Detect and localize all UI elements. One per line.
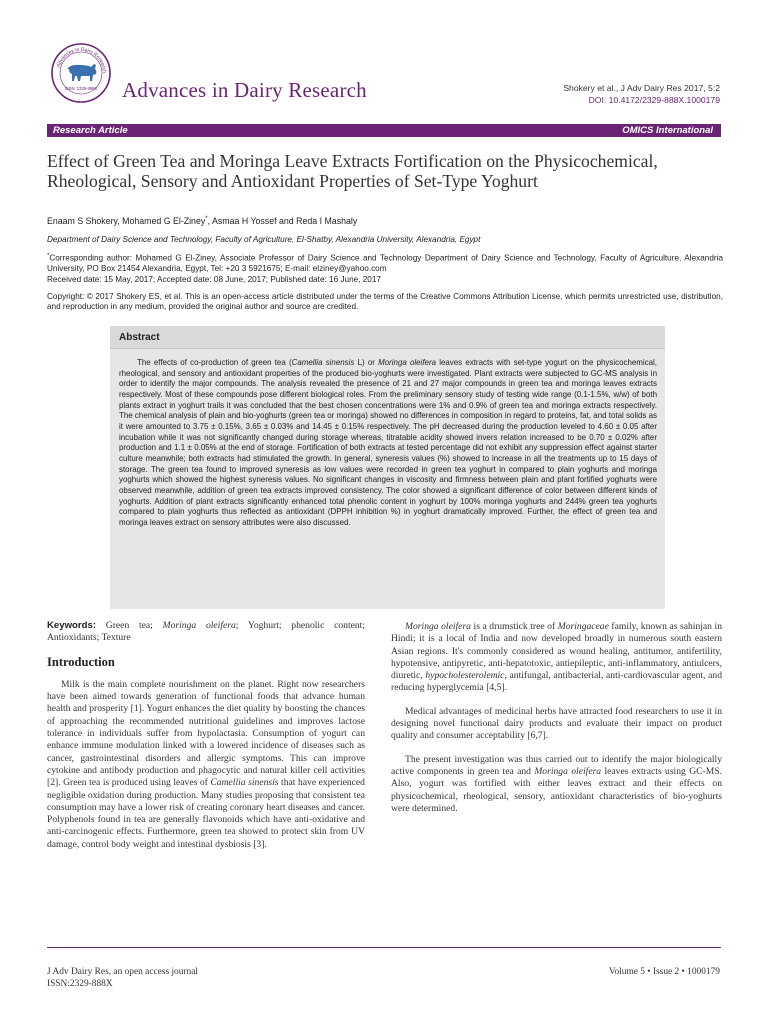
- left-column: [47, 620, 365, 862]
- investigation-italic: Moringa oleifera: [534, 765, 602, 777]
- footer-journal-info: [47, 967, 198, 990]
- abstract-italic-term: Camellia sinensis: [291, 358, 355, 367]
- intro-text: Milk is the main complete nourishment on the planet. Right now researchers have been aimed towards generation of functional foods that advance human health and prosperity [1]. Yogurt enhances the diet quality by boosting the chances of approaching the recommended nutritional guidelines and improves lactose tolerance in individuals suffer from hypolactasia. Consumption of yogurt can enhance immune modulation linked with a lowered incidence of diseases such as cancer, gastrointestinal disorders and allergic symptoms. This can improve cytokine and antibody production and phagocytic and natural killer cell activities [2]. Green tea is produced using leaves of: [47, 678, 365, 789]
- journal-title: Advances in Dairy Research: [122, 78, 367, 102]
- affiliation: Department of Dairy Science and Technology, Faculty of Agriculture, El-Shatby, Alexandria University, Alexandria, Egypt: [47, 235, 481, 244]
- corresponding-mark: *: [205, 216, 208, 223]
- abstract-part: The effects of co-production of green tea (: [137, 358, 292, 367]
- doi-link[interactable]: DOI: 10.4172/2329-888X.1000179: [588, 94, 720, 105]
- moringa-italic: Moringa oleifera: [405, 621, 471, 632]
- keywords: [47, 620, 365, 645]
- moringa-text: is a drumstick tree of: [470, 621, 558, 632]
- copyright-notice: Copyright: © 2017 Shokery ES, et al. This is an open-access article distributed under the terms of the Creative Commons Attribution License, which permits unrestricted use, distribution, and reproduction in any medium, provided the original author and source are credited.: [47, 292, 723, 312]
- herbs-paragraph: Medical advantages of medicinal herbs have attracted food researchers to use it in designing novel functional dairy products and evaluate their impact on product quality and consumer acceptability [6,7].: [391, 705, 722, 742]
- author-list: [47, 216, 357, 226]
- abstract-text: [119, 358, 657, 529]
- keywords-italic: Moringa oleifera: [162, 620, 236, 631]
- footer-volume: Volume 5 • Issue 2 • 1000179: [608, 967, 720, 977]
- intro-text: that have experienced negligible oxidation during production. Many studies proposing that consistent tea consumption may have a lower risk of creating coronary heart diseases and cancer. Polyphenols found in tea are generally flavonoids which have anti-oxidative and anti-carcinogenic effects. Furthermore, green tea showed to protect skin from UV damage, control body weight and intestinal dysbiosis [3].: [47, 777, 365, 850]
- investigation-text: leaves extracts using GC-MS. Also, yogurt was fortified with either leaves extract and their effects on physicochemical, rheological, sensory, antioxidant characteristics of bio-yoghurts were determined.: [391, 765, 722, 814]
- abstract-italic-term: Moringa oleifera: [378, 358, 436, 367]
- keywords-label: Keywords:: [47, 620, 97, 631]
- article-type-bar: [47, 124, 721, 137]
- intro-italic: Camellia sinensis: [210, 777, 279, 789]
- publisher-label: OMICS International: [622, 125, 713, 136]
- moringa-text: , antifungal, antibacterial, anti-cardiovascular agent, and reducing hyperglycemia [4,5].: [391, 670, 722, 694]
- moringa-italic: hypocholesterolemic: [425, 670, 505, 682]
- footer-divider: [47, 947, 721, 948]
- abstract-part: L) or: [354, 358, 379, 367]
- investigation-paragraph: [391, 754, 722, 815]
- footer-issn: ISSN:2329-888X: [47, 978, 113, 989]
- abstract-box: [110, 326, 665, 609]
- paper-title: Effect of Green Tea and Moringa Leave Extracts Fortification on the Physicochemical, Rheological, Sensory and Antioxidant Properties of Set-Type Yoghurt: [47, 151, 658, 191]
- moringa-text: family, known as sahinjan in Hindi; it is a local of India and now developed broadly in numerous south eastern Asian regions. It's commonly considered as wound healing, antitumor, antifertility, hypotensive, antipyretic, anti-hepatotoxic, antiepileptic, anti-inflammatory, antiulcers, diuretic,: [391, 621, 722, 682]
- article-type-label: Research Article: [53, 125, 128, 136]
- logo-ring-text: Advances in Dairy Research: [55, 46, 108, 74]
- introduction-heading: Introduction: [47, 654, 115, 669]
- moringa-paragraph: [391, 621, 722, 695]
- right-column: [391, 621, 722, 826]
- moringa-italic: Moringaceae: [557, 621, 609, 632]
- authors-part-2: , Asmaa H Yossef and Reda I Mashaly: [207, 216, 358, 226]
- corresponding-author-text: Corresponding author: Mohamed G El-Ziney, Associate Professor of Dairy Science and Technology Department of Dairy Science and Technology, Faculty of Agriculture, Alexandria University, PO Box 21454 Alexandria, Egypt, Tel: +20 3 5921675; E-mail: elziney@yahoo.com: [47, 253, 723, 274]
- citation-block: [563, 83, 720, 106]
- publication-dates: Received date: 15 May, 2017; Accepted date: 08 June, 2017; Published date: 16 June, 2017: [47, 275, 381, 284]
- abstract-heading: Abstract: [110, 326, 665, 349]
- corresponding-author: [47, 251, 723, 275]
- abstract-part: leaves extracts with set-type yogurt on the physicochemical, rheological, and sensory and antioxidant properties of the produced bio-yoghurts were investigated. Plant extracts were subjected to GC-MS analysis in order to identify the major compounds. The analysis revealed the presence of 21 and 27 major compounds in green tea and moringa leaves extracts respectively. Most of these compounds pose different biological roles. From the preliminary sensory study of testing wide range (0.1-1.5%, w/w) of both plants extract in yoghurt trails it was concluded that the best chosen concentrations were 1% and 0.9% of green tea and moringa extracts respectively. The chemical analysis of plain and bio-yoghurts (green tea or moringa) showed no differences in composition in regard to proteins, fat, and total solids as it were amounted to 3.75 ± 0.15%, 3.65 ± 0.03% and 14.45 ± 0.15% respectively. The pH decreased during the production leveled to 4.60 ± 0.05 after incubation while it was not significantly changed during storage whereas, titratable acidity showed invers relation increased to be 0.70 ± 0.02% after production and 1.1 ± 0.05% at the end of storage. Fortification of both extracts at tested percentage did not exhibit any suppression effect against starter culture meanwhile; both extracts had stimulated the growth. In general, syneresis values (%) showed to increase in all the treatments up to 15 days of storage. The green tea found to improved syneresis as low values were recorded in green tea yoghurt in compared to plain yoghurts and moringa yoghurts which showed the highest syneresis values. No significant changes in viscosity and firmness between plain and plant fortified yoghurts were observed meanwhile, addition of green tea extracts improved consistency. The color showed a significant difference of color between different kinds of yoghurts. Addition of plant extracts significantly enhanced total phenolic content in yoghurt by 100% moringa yoghurts and 244% green tea yoghurts compared to plain yoghurts thus reflected as antioxidant (DPPH inhibition %) in yoghurt dramatically improved. Further, the effect of green tea and moringa leaves extract on sensory attributes were also discussed.: [119, 358, 658, 527]
- authors-part-1: Enaam S Shokery, Mohamed G El-Ziney: [47, 216, 206, 226]
- corresponding-author-mark: *: [47, 253, 50, 259]
- footer-journal: J Adv Dairy Res, an open access journal: [47, 967, 199, 977]
- investigation-text: The present investigation was thus carried out to identify the major biologically active components in green tea and: [391, 753, 722, 777]
- journal-logo: [50, 42, 112, 104]
- citation: Shokery et al., J Adv Dairy Res 2017, 5:2: [563, 83, 720, 93]
- keywords-part: ; Yoghurt; phenolic content; Antioxidants; Texture: [47, 620, 365, 644]
- logo-issn: ISSN: 2329-888X: [64, 86, 98, 91]
- keywords-part: Green tea;: [96, 620, 163, 631]
- intro-paragraph-1: [47, 679, 365, 851]
